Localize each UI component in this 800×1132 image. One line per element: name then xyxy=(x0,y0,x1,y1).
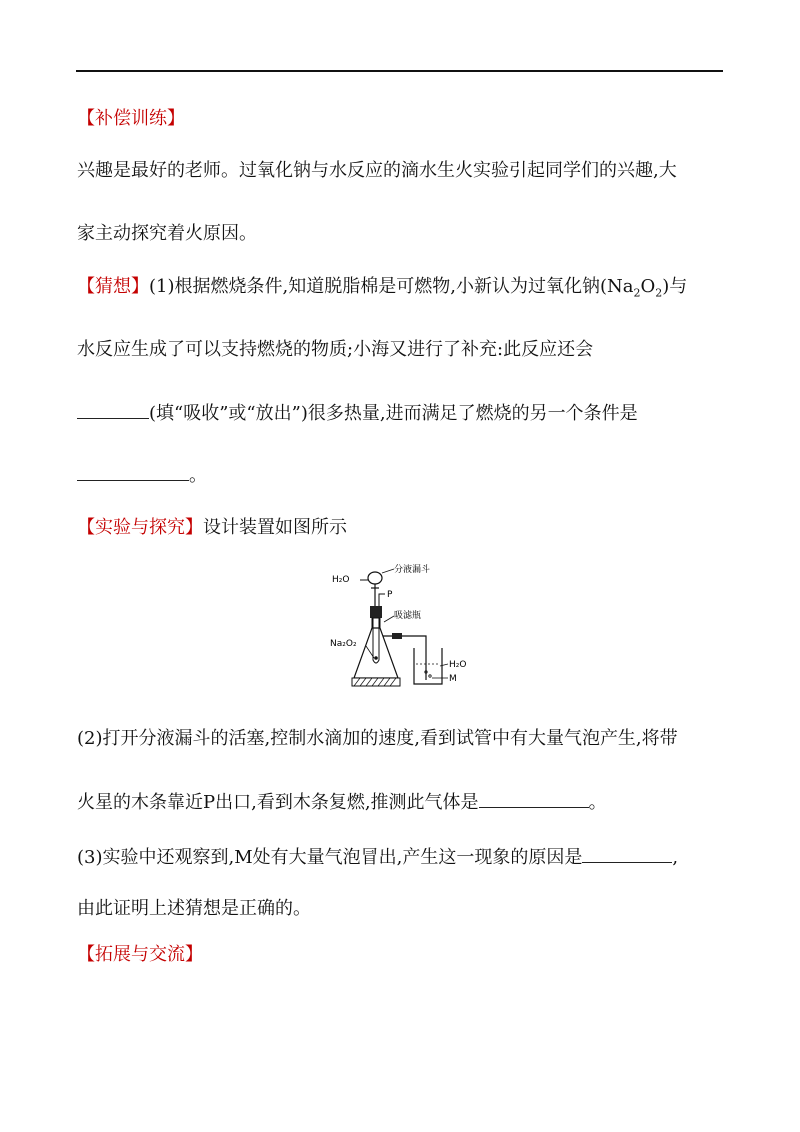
apparatus-figure xyxy=(330,560,480,690)
m-label: M xyxy=(449,674,457,684)
q3-text-1: (3)实验中还观察到,M处有大量气泡冒出,产生这一现象的原因是 xyxy=(77,847,583,868)
funnel-label: 分液漏斗 xyxy=(394,565,431,575)
oxygen-symbol: O xyxy=(640,276,656,297)
subscript: 2 xyxy=(633,286,641,300)
q3-line-2: 由此证明上述猜想是正确的。 xyxy=(77,898,311,919)
funnel-bulb xyxy=(368,572,382,584)
beaker xyxy=(414,648,442,684)
experiment-line xyxy=(77,517,347,539)
subscript: 2 xyxy=(655,286,663,300)
guess-line-4-end: 。 xyxy=(189,465,207,486)
extension-heading: 【拓展与交流】 xyxy=(77,944,203,965)
apparatus-diagram xyxy=(330,560,480,690)
flask-label: 吸滤瓶 xyxy=(394,611,422,621)
guess-line-3 xyxy=(77,402,638,425)
q2-line-1: (2)打开分液漏斗的活塞,控制水滴加的速度,看到试管中有大量气泡产生,将带 xyxy=(77,728,678,749)
top-rule xyxy=(76,70,723,72)
outlet-label: P xyxy=(387,590,393,600)
intro-line-1: 兴趣是最好的老师。过氧化钠与水反应的滴水生火实验引起同学们的兴趣,大 xyxy=(77,160,677,181)
peroxide-sample xyxy=(374,656,378,660)
guess-text-1: (1)根据燃烧条件,知道脱脂棉是可燃物,小新认为过氧化钠(Na xyxy=(149,276,634,297)
guess-line-1 xyxy=(77,276,687,305)
experiment-heading: 【实验与探究】 xyxy=(77,517,203,538)
guess-text-1-end: )与 xyxy=(662,276,688,297)
intro-line-2: 家主动探究着火原因。 xyxy=(77,223,257,244)
answer-blank-3[interactable] xyxy=(479,791,589,808)
q3-line-1 xyxy=(77,846,678,869)
supplement-heading: 【补偿训练】 xyxy=(77,108,185,129)
guess-line-4 xyxy=(77,464,207,487)
q2-text-2: 火星的木条靠近P出口,看到木条复燃,推测此气体是 xyxy=(77,792,479,813)
flask-label-leader xyxy=(384,616,394,622)
water-top-label: H₂O xyxy=(332,575,350,585)
guess-text-3: (填“吸收”或“放出”)很多热量,进而满足了燃烧的另一个条件是 xyxy=(149,403,638,424)
answer-blank-1[interactable] xyxy=(77,402,149,419)
peroxide-label: Na₂O₂ xyxy=(330,639,357,649)
experiment-text: 设计装置如图所示 xyxy=(203,517,347,538)
q3-line-1-end: , xyxy=(672,847,679,868)
water-leader xyxy=(440,664,448,666)
answer-blank-2[interactable] xyxy=(77,464,189,481)
funnel-label-leader xyxy=(382,569,394,573)
answer-blank-4[interactable] xyxy=(582,846,672,863)
water-beaker-label: H₂O xyxy=(449,660,467,670)
guess-heading: 【猜想】 xyxy=(77,276,149,297)
rubber-tube xyxy=(392,633,402,639)
q2-line-2 xyxy=(77,791,607,814)
stopper xyxy=(370,606,382,618)
guess-line-2: 水反应生成了可以支持燃烧的物质;小海又进行了补充:此反应还会 xyxy=(77,339,594,360)
q2-line-2-end: 。 xyxy=(588,792,607,813)
bubble xyxy=(429,675,431,677)
